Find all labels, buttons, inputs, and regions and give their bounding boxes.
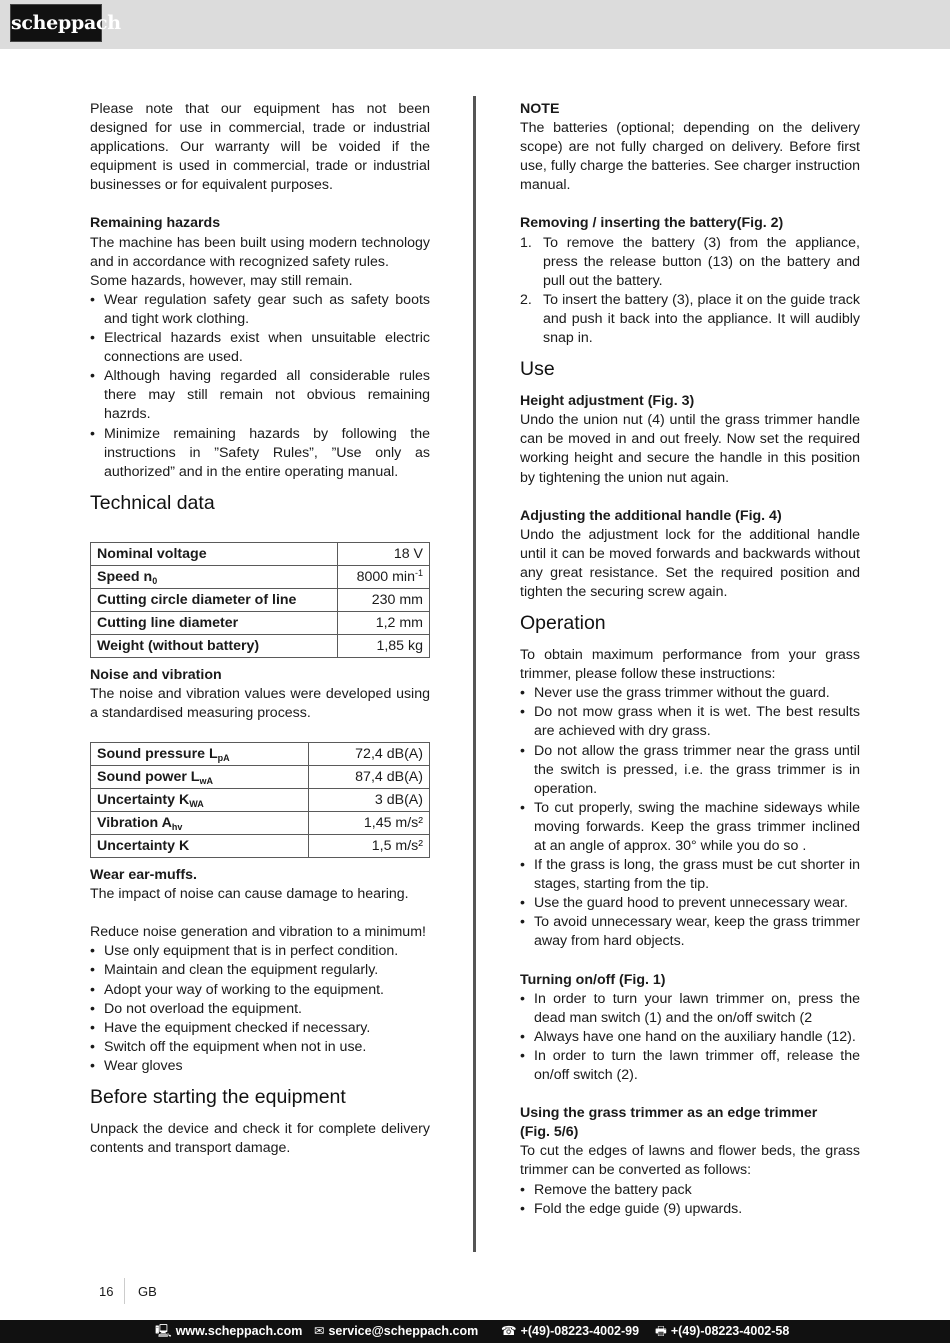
operation-text: To obtain maximum performance from your grass trimmer, please follow these instructions: <box>520 647 860 683</box>
list-item: • Always have one hand on the auxiliary handle (12). <box>520 1028 860 1047</box>
email-link[interactable]: service@scheppach.com <box>328 1324 479 1338</box>
list-item: • Electrical hazards exist when unsuitable electric connections are used. <box>90 329 430 367</box>
fax-icon: 🖶 <box>655 1324 667 1338</box>
list-item: • Adopt your way of working to the equipment. <box>90 981 430 1000</box>
list-item: • Do not overload the equipment. <box>90 1000 430 1019</box>
list-item: • Have the equipment checked if necessary. <box>90 1019 430 1038</box>
header-bar <box>0 0 950 49</box>
note-heading: NOTE <box>520 101 560 117</box>
ear-muffs-text: The impact of noise can cause damage to hearing. <box>90 886 409 903</box>
additional-handle-heading: Adjusting the additional handle (Fig. 4) <box>520 507 782 524</box>
list-item: • Do not mow grass when it is wet. The best results are achieved with dry grass. <box>520 703 860 741</box>
table-cell-value: 1,85 kg <box>337 634 429 657</box>
before-starting-heading: Before starting the equipment <box>90 1086 346 1108</box>
table-cell-label: Cutting line diameter <box>91 611 338 634</box>
table-cell-label: Weight (without battery) <box>91 634 338 657</box>
technical-data-table <box>90 542 430 658</box>
battery-heading: Removing / inserting the battery(Fig. 2) <box>520 215 784 232</box>
computer-icon: 🖳 <box>155 1324 172 1338</box>
right-column <box>520 100 860 1219</box>
noise-text: The noise and vibration values were developed using a standardised measuring process. <box>90 685 430 721</box>
phone-icon: ☎ <box>501 1324 517 1338</box>
table-row <box>91 835 430 858</box>
table-cell-label: Uncertainty $K_{WA}$ <box>91 789 309 812</box>
note-text: The batteries (optional; depending on the delivery scope) are not fully charged on delivery. Before first use, fully charge the batteries. See charger instruction manual. <box>520 120 860 194</box>
column-divider <box>473 96 476 1252</box>
list-item: • To avoid unnecessary wear, keep the grass trimmer away from hard objects. <box>520 913 860 951</box>
phone-number: +(49)-08223-4002-99 <box>520 1324 640 1338</box>
table-row <box>91 588 430 611</box>
contact-bar <box>0 1320 950 1343</box>
use-heading: Use <box>520 358 555 381</box>
table-cell-value: 230 mm <box>337 588 429 611</box>
footer-separator <box>124 1278 125 1304</box>
table-row <box>91 743 430 766</box>
edge-trimmer-text: To cut the edges of lawns and flower beds, the grass trimmer can be converted as follows: <box>520 1143 860 1179</box>
list-item: • Never use the grass trimmer without the guard. <box>520 684 860 703</box>
left-column <box>90 100 430 1158</box>
table-cell-value: 87,4 dB(A) <box>309 766 430 789</box>
table-row <box>91 542 430 565</box>
edge-trimmer-list <box>520 1181 860 1219</box>
list-item: • To cut properly, swing the machine sideways while moving forwards. Keep the grass trimmer inclined at an angle of approx. 30° while you do so . <box>520 799 860 856</box>
additional-handle-text: Undo the adjustment lock for the additional handle until it can be moved forwards and backwards without any great resistance. Set the required position and tighten the securing screw again. <box>520 526 860 600</box>
table-cell-value: 72,4 dB(A) <box>309 743 430 766</box>
table-cell-label: Sound pressure $L_{pA}$ <box>91 743 309 766</box>
table-row <box>91 812 430 835</box>
table-cell-value: 8000 $\min^{-1}$ <box>337 565 429 588</box>
table-cell-value: 1,2 mm <box>337 611 429 634</box>
table-row <box>91 611 430 634</box>
reduce-noise-text: Reduce noise generation and vibration to a minimum! <box>90 924 426 941</box>
list-item: • Remove the battery pack <box>520 1181 860 1200</box>
remaining-hazards-text: The machine has been built using modern technology and in accordance with recognized safety rules. <box>90 234 430 270</box>
before-starting-text: Unpack the device and check it for complete delivery contents and transport damage. <box>90 1121 430 1157</box>
list-item: • In order to turn the lawn trimmer off, release the on/off switch (2). <box>520 1047 860 1085</box>
mail-icon: ✉ <box>314 1324 325 1338</box>
table-row <box>91 565 430 588</box>
table-cell-value: 3 dB(A) <box>309 789 430 812</box>
fax-item <box>655 1320 789 1343</box>
fax-number: +(49)-08223-4002-58 <box>670 1324 790 1338</box>
list-item: • Use the guard hood to prevent unnecessary wear. <box>520 894 860 913</box>
website-link[interactable]: www.scheppach.com <box>175 1324 303 1338</box>
phone-item <box>501 1320 639 1343</box>
remaining-hazards-text-2: Some hazards, however, may still remain. <box>90 272 353 289</box>
list-item: 1. To remove the battery (3) from the appliance, press the release button (13) on the battery and pull out the battery. <box>520 234 860 289</box>
scheppach-logo: scheppach <box>10 4 102 42</box>
height-adjustment-text: Undo the union nut (4) until the grass trimmer handle can be moved in and out freely. Now set the required working height and secure the handle in this position by tightening the union nut again. <box>520 412 860 486</box>
noise-heading: Noise and vibration <box>90 666 222 683</box>
reduce-noise-list <box>90 942 430 1076</box>
list-item: • Minimize remaining hazards by following the instructions in ”Safety Rules”, ”Use only as authorized” and in the entire operating manual. <box>90 425 430 482</box>
list-item: • Do not allow the grass trimmer near the grass until the switch is pressed, i.e. the grass trimmer is in operation. <box>520 742 860 799</box>
edge-trimmer-heading: Using the grass trimmer as an edge trimmer <box>520 1105 818 1122</box>
noise-data-table <box>90 742 430 858</box>
table-row <box>91 634 430 657</box>
list-item: • Wear regulation safety gear such as safety boots and tight work clothing. <box>90 291 430 329</box>
table-cell-label: Cutting circle diameter of line <box>91 588 338 611</box>
list-item: 2. To insert the battery (3), place it on the guide track and push it back into the appliance. It will audibly snap in. <box>520 291 860 347</box>
ear-muffs-heading: Wear ear-muffs. <box>90 867 197 884</box>
edge-trimmer-figure-ref: (Fig. 5/6) <box>520 1124 579 1141</box>
table-cell-value: 1,45 m/s² <box>309 812 430 835</box>
list-item: • In order to turn your lawn trimmer on, press the dead man switch (1) and the on/off switch (2 <box>520 990 860 1028</box>
hazard-list <box>90 291 430 482</box>
table-row <box>91 766 430 789</box>
battery-steps <box>520 234 860 349</box>
table-cell-label: Uncertainty K <box>91 835 309 858</box>
list-item: • Switch off the equipment when not in use. <box>90 1038 430 1057</box>
technical-data-heading: Technical data <box>90 491 215 514</box>
table-cell-label: Nominal voltage <box>91 542 338 565</box>
operation-list <box>520 684 860 951</box>
email-item[interactable] <box>314 1320 478 1343</box>
turning-on-off-list <box>520 990 860 1085</box>
operation-heading: Operation <box>520 612 606 635</box>
table-cell-label: Vibration $A_{hv}$ <box>91 812 309 835</box>
list-item: • If the grass is long, the grass must be cut shorter in stages, starting from the tip. <box>520 856 860 894</box>
list-item: • Maintain and clean the equipment regularly. <box>90 961 430 980</box>
turning-on-off-heading: Turning on/off (Fig. 1) <box>520 971 666 988</box>
language-code: GB <box>138 1284 157 1299</box>
list-item: • Although having regarded all considerable rules there may still remain not obvious remaining hazrds. <box>90 367 430 424</box>
page-number: 16 <box>99 1284 114 1299</box>
table-cell-value: 18 V <box>337 542 429 565</box>
table-row <box>91 789 430 812</box>
height-adjustment-heading: Height adjustment (Fig. 3) <box>520 393 695 410</box>
website-item[interactable] <box>155 1320 302 1343</box>
table-cell-label: Sound power $L_{wA}$ <box>91 766 309 789</box>
table-cell-label: Speed $n_0$ <box>91 565 338 588</box>
list-item: • Wear gloves <box>90 1057 430 1076</box>
list-item: • Fold the edge guide (9) upwards. <box>520 1200 860 1219</box>
list-item: • Use only equipment that is in perfect condition. <box>90 942 430 961</box>
remaining-hazards-heading: Remaining hazards <box>90 215 221 232</box>
intro-paragraph: Please note that our equipment has not been designed for use in commercial, trade or industrial applications. Our warranty will be voided if the equipment is used in commercial, trade or industrial businesses or for equivalent purposes. <box>90 101 430 194</box>
table-cell-value: 1,5 m/s² <box>309 835 430 858</box>
